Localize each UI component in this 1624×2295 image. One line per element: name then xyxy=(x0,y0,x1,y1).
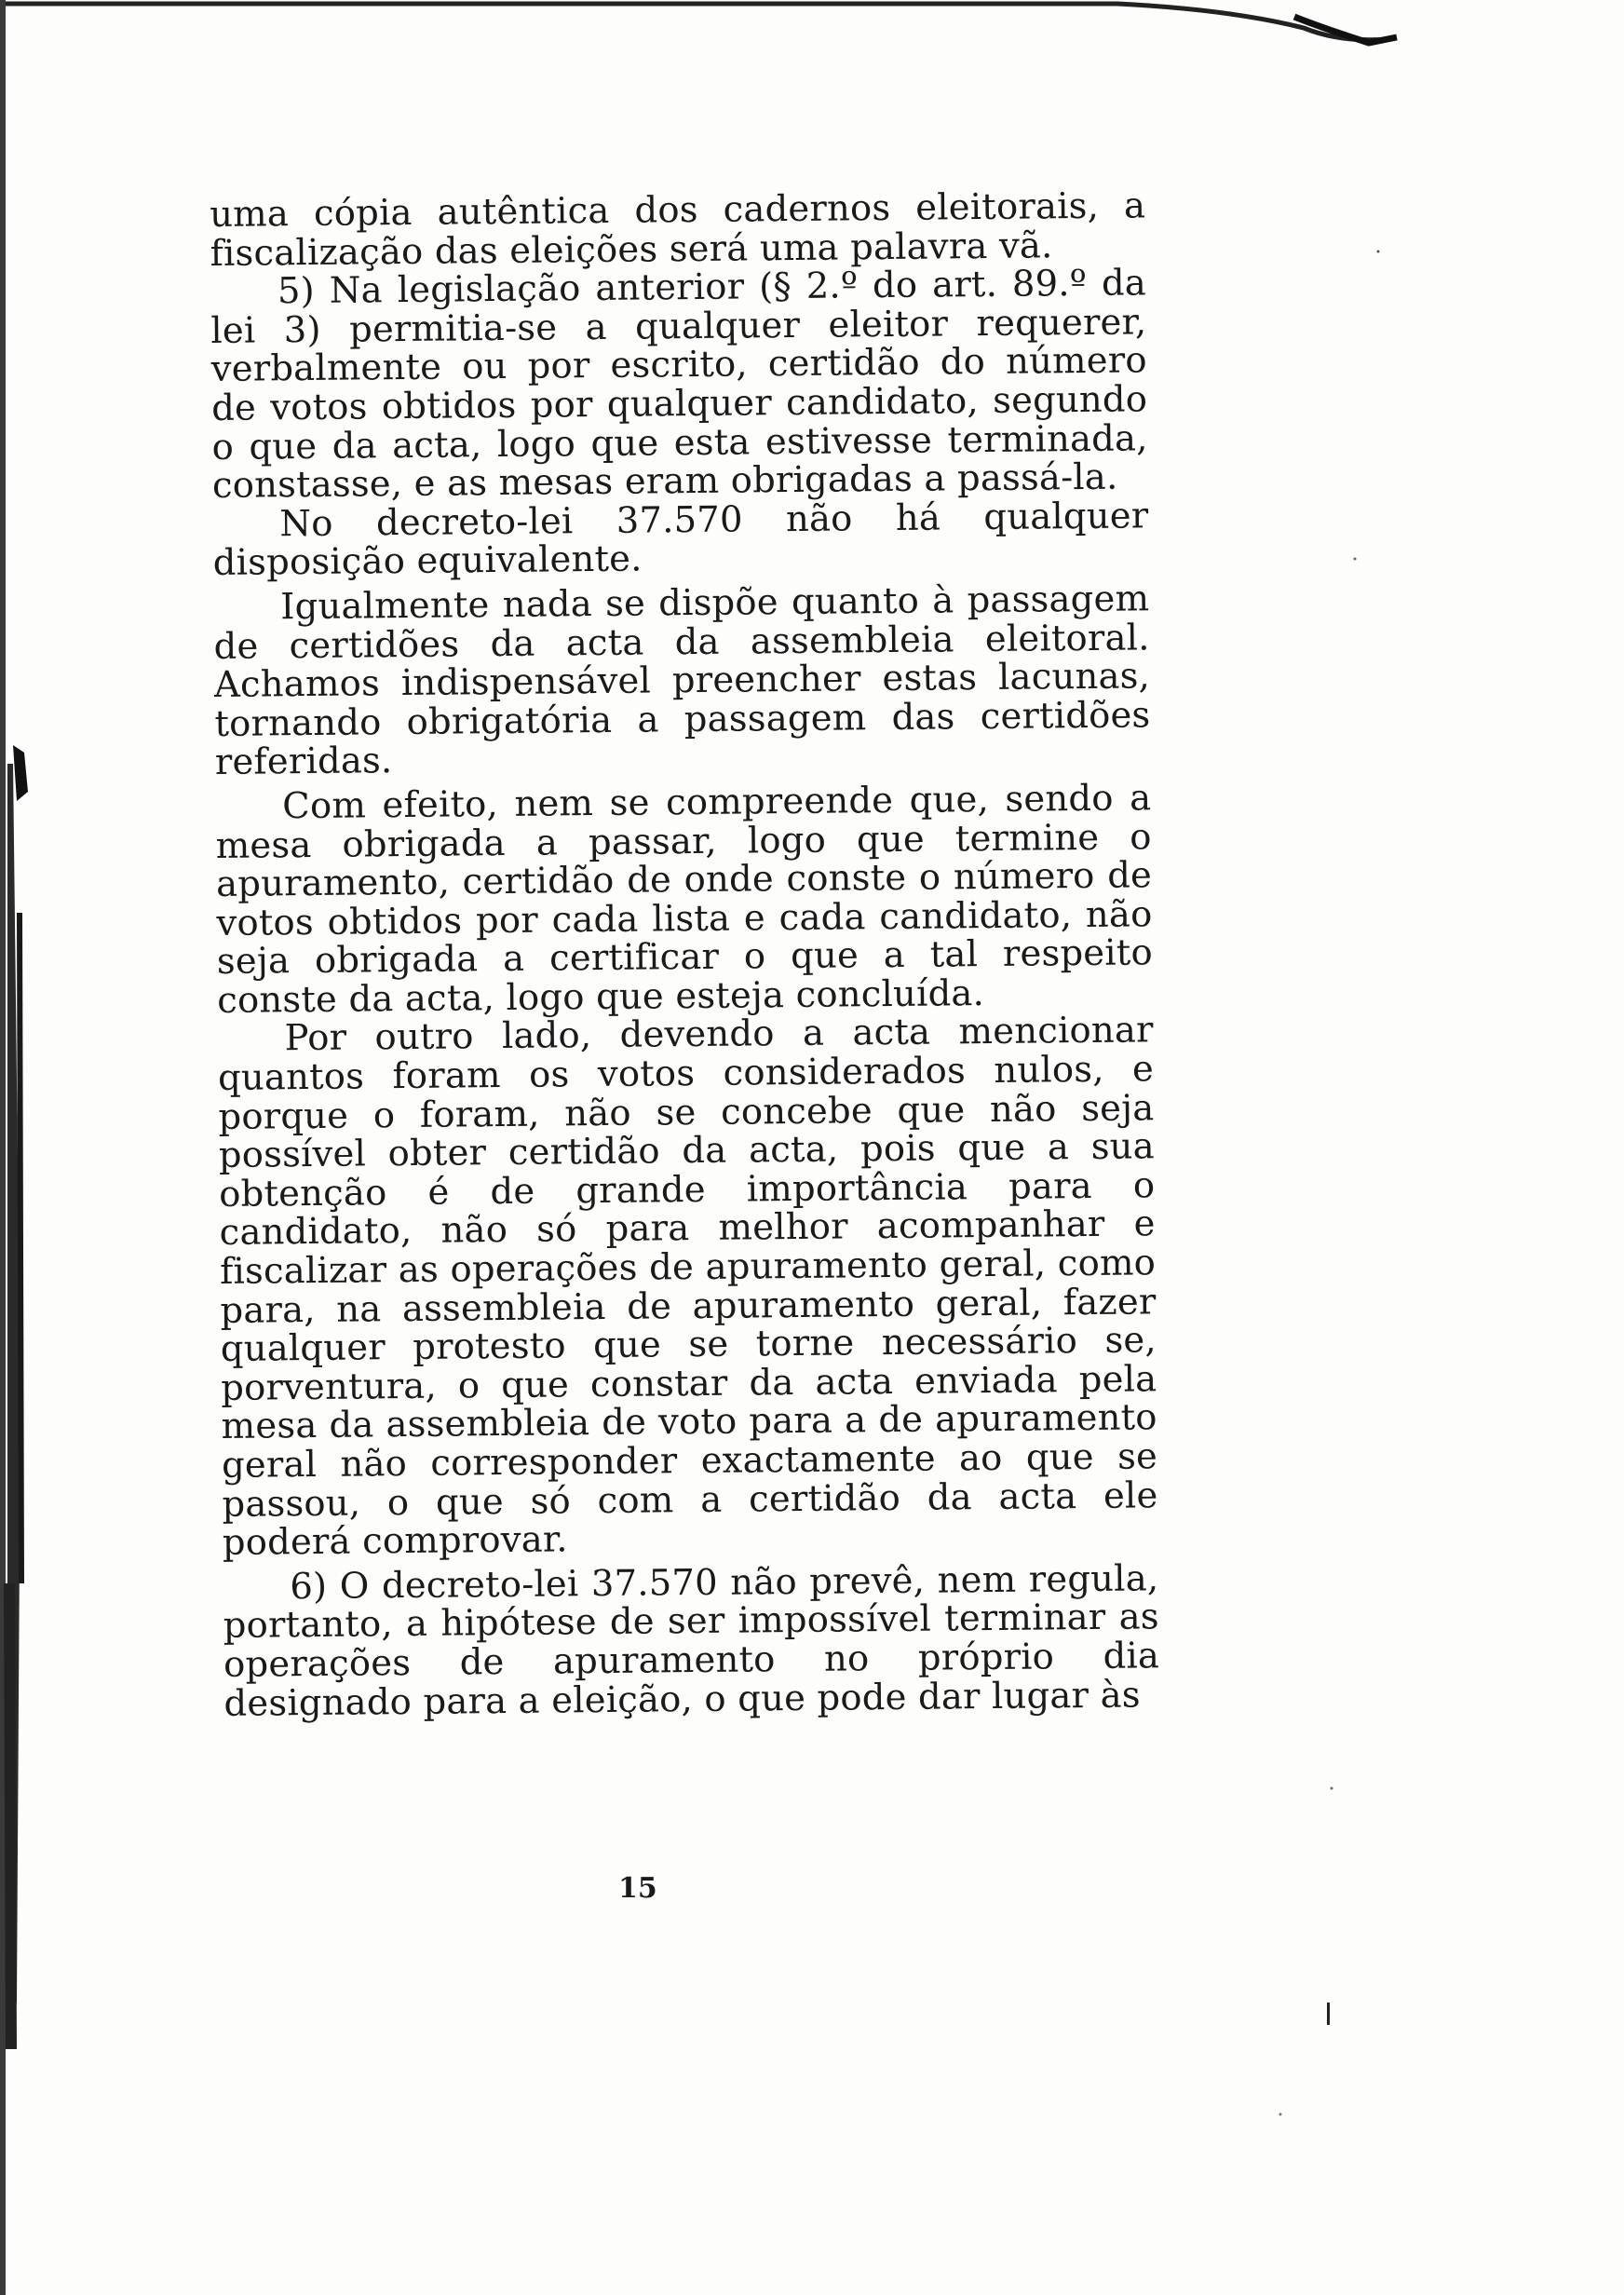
paragraph-4: Igualmente nada se dispõe quanto à passagem de certidões da acta da assembleia eleitoral. Achamos indispensável preencher estas lacunas, tornando obrigatória a passagem das certidões referidas. xyxy=(213,577,1151,784)
paragraph-7: 6) O decreto-lei 37.570 não prevê, nem regula, portanto, a hipótese de ser impossível terminar as operações de apuramento no próprio dia designado para a eleição, o que pode dar lugar às xyxy=(223,1557,1160,1725)
paragraph-3: No decreto-lei 37.570 não há qualquer disposição equivalente. xyxy=(212,495,1149,585)
paragraph-1: uma cópia autêntica dos cadernos eleitorais, a fiscalização das eleições será uma palavra vã. xyxy=(209,184,1146,275)
body-text xyxy=(210,186,1160,1723)
paragraph-2: 5) Na legislação anterior (§ 2.º do art. 89.º da lei 3) permitia-se a qualquer eleitor requerer, verbalmente ou por escrito, certidão do número de votos obtidos por qualquer candidato, segundo o que da acta, logo que esta estivesse terminada, constasse, e as mesas eram obrigadas a passá-la. xyxy=(210,262,1148,508)
paragraph-6: Por outro lado, devendo a acta mencionar quantos foram os votos considerados nulos, e porque o foram, não se concebe que não seja possível obter certidão da acta, pois que a sua obtenção é de grande importância para o candidato, não só para melhor acompanhar e fiscalizar as operações de apuramento geral, como para, na assembleia de apuramento geral, fazer qualquer protesto que se torne necessário se, porventura, o que constar da acta enviada pela mesa da assembleia de voto para a de apuramento geral não corresponder exactamente ao que se passou, o que só com a certidão da acta ele poderá comprovar. xyxy=(217,1009,1158,1565)
paragraph-5: Com efeito, nem se compreende que, sendo a mesa obrigada a passar, logo que termine o apuramento, certidão de onde conste o número de votos obtidos por cada lista e cada candidato, não seja obrigada a certificar o que a tal respeito conste da acta, logo que esteja concluída. xyxy=(215,777,1154,1022)
page-number: 15 xyxy=(618,1872,657,1905)
